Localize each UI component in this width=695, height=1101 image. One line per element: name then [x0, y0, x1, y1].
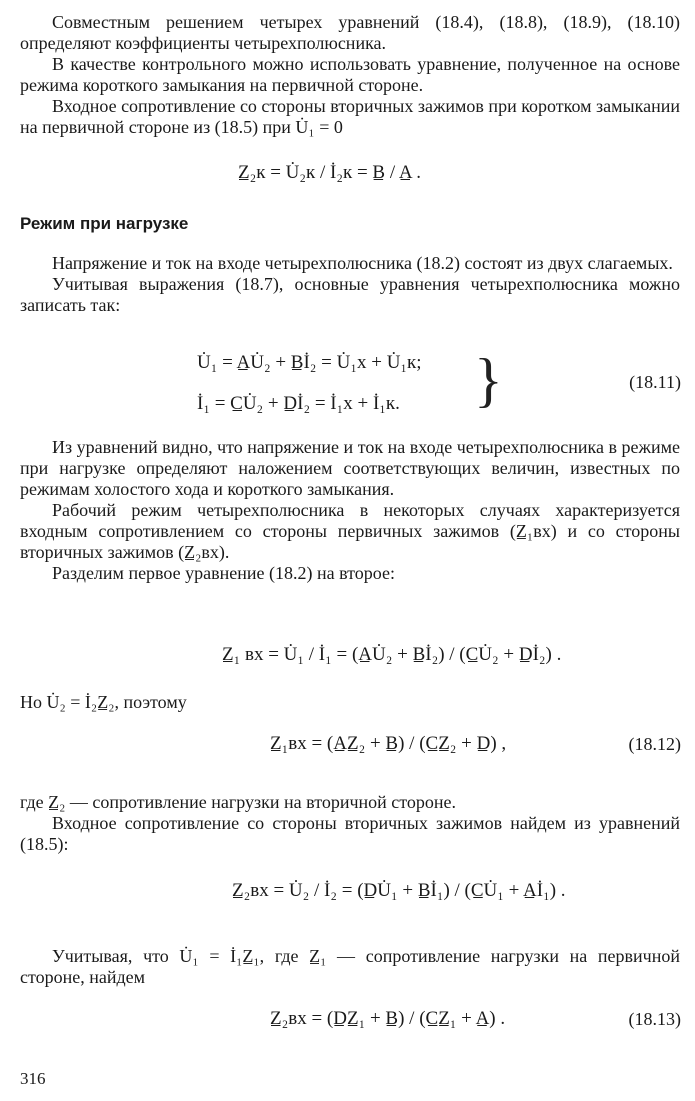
equation-z2vx: Z̲₂вх = U̇₂ / İ₂ = (D̲U̇₁ + B̲İ₁) / (C̲U̇₁ + A̲İ₁) . [232, 880, 566, 901]
equation-z2k: Z̲₂к = U̇₂к / İ₂к = B̲ / A̲ . [238, 162, 422, 183]
equation-number-18-11: (18.11) [629, 372, 681, 392]
page-number: 316 [20, 1069, 46, 1088]
equation-z1vx: Z̲₁ вх = U̇₁ / İ₁ = (A̲U̇₂ + B̲İ₂) / (C̲U̇₂ + D̲İ₂) . [222, 644, 562, 665]
text-block-6 [20, 946, 680, 988]
text-block-2 [20, 253, 680, 316]
equation-18-11-line-1: U̇₁ = A̲U̇₂ + B̲İ₂ = U̇₁х + U̇₁к; [197, 352, 422, 373]
equation-number-18-13: (18.13) [628, 1009, 681, 1029]
text-block-3 [20, 437, 680, 584]
paragraph-6: Из уравнений видно, что напряжение и ток на входе четырехполюсника в режиме при нагрузке определяют наложением соответствующих величин, известных по режимам холостого хода и короткого замыкания. [20, 437, 680, 499]
paragraph-1: Совместным решением четырех уравнений (18.4), (18.8), (18.9), (18.10) определяют коэффициенты четырехполюсника. [20, 12, 680, 53]
paragraph-11: Входное сопротивление со стороны вторичных зажимов найдем из уравнений (18.5): [20, 813, 680, 854]
equation-18-13: Z̲₂вх = (D̲Z̲₁ + B̲) / (C̲Z̲₁ + A̲) . [270, 1008, 506, 1029]
paragraph-3: Входное сопротивление со стороны вторичных зажимов при коротком замыкании на первичной стороне из (18.5) при U̇₁ = 0 [20, 96, 680, 137]
paragraph-10: где Z̲₂ — сопротивление нагрузки на вторичной стороне. [20, 792, 457, 812]
section-heading: Режим при нагрузке [20, 214, 189, 233]
text-block-4 [20, 692, 680, 713]
paragraph-8: Разделим первое уравнение (18.2) на второе: [52, 563, 396, 583]
paragraph-9: Но U̇₂ = İ₂Z̲₂, поэтому [20, 692, 187, 712]
text-block-5 [20, 792, 680, 855]
text-block-1 [20, 12, 680, 138]
paragraph-5: Учитывая выражения (18.7), основные уравнения четырехполюсника можно записать так: [20, 274, 680, 315]
paragraph-2: В качестве контрольного можно использовать уравнение, полученное на основе режима короткого замыкания на первичной стороне. [20, 54, 680, 95]
system-brace: } [474, 347, 503, 413]
equation-18-11-line-2: İ₁ = C̲U̇₂ + D̲İ₂ = İ₁х + İ₁к. [197, 393, 400, 414]
equation-18-12: Z̲₁вх = (A̲Z̲₂ + B̲) / (C̲Z̲₂ + D̲) , [270, 733, 507, 754]
equation-number-18-12: (18.12) [628, 734, 681, 754]
paragraph-7: Рабочий режим четырехполюсника в некоторых случаях характеризуется входным сопротивлением со стороны первичных зажимов (Z̲₁вх) и со стороны вторичных зажимов (Z̲₂вх). [20, 500, 680, 562]
paragraph-4: Напряжение и ток на входе четырехполюсника (18.2) состоят из двух слагаемых. [52, 253, 673, 273]
paragraph-12: Учитывая, что U̇₁ = İ₁Z̲₁, где Z̲₁ — сопротивление нагрузки на первичной стороне, найдем [20, 946, 680, 987]
